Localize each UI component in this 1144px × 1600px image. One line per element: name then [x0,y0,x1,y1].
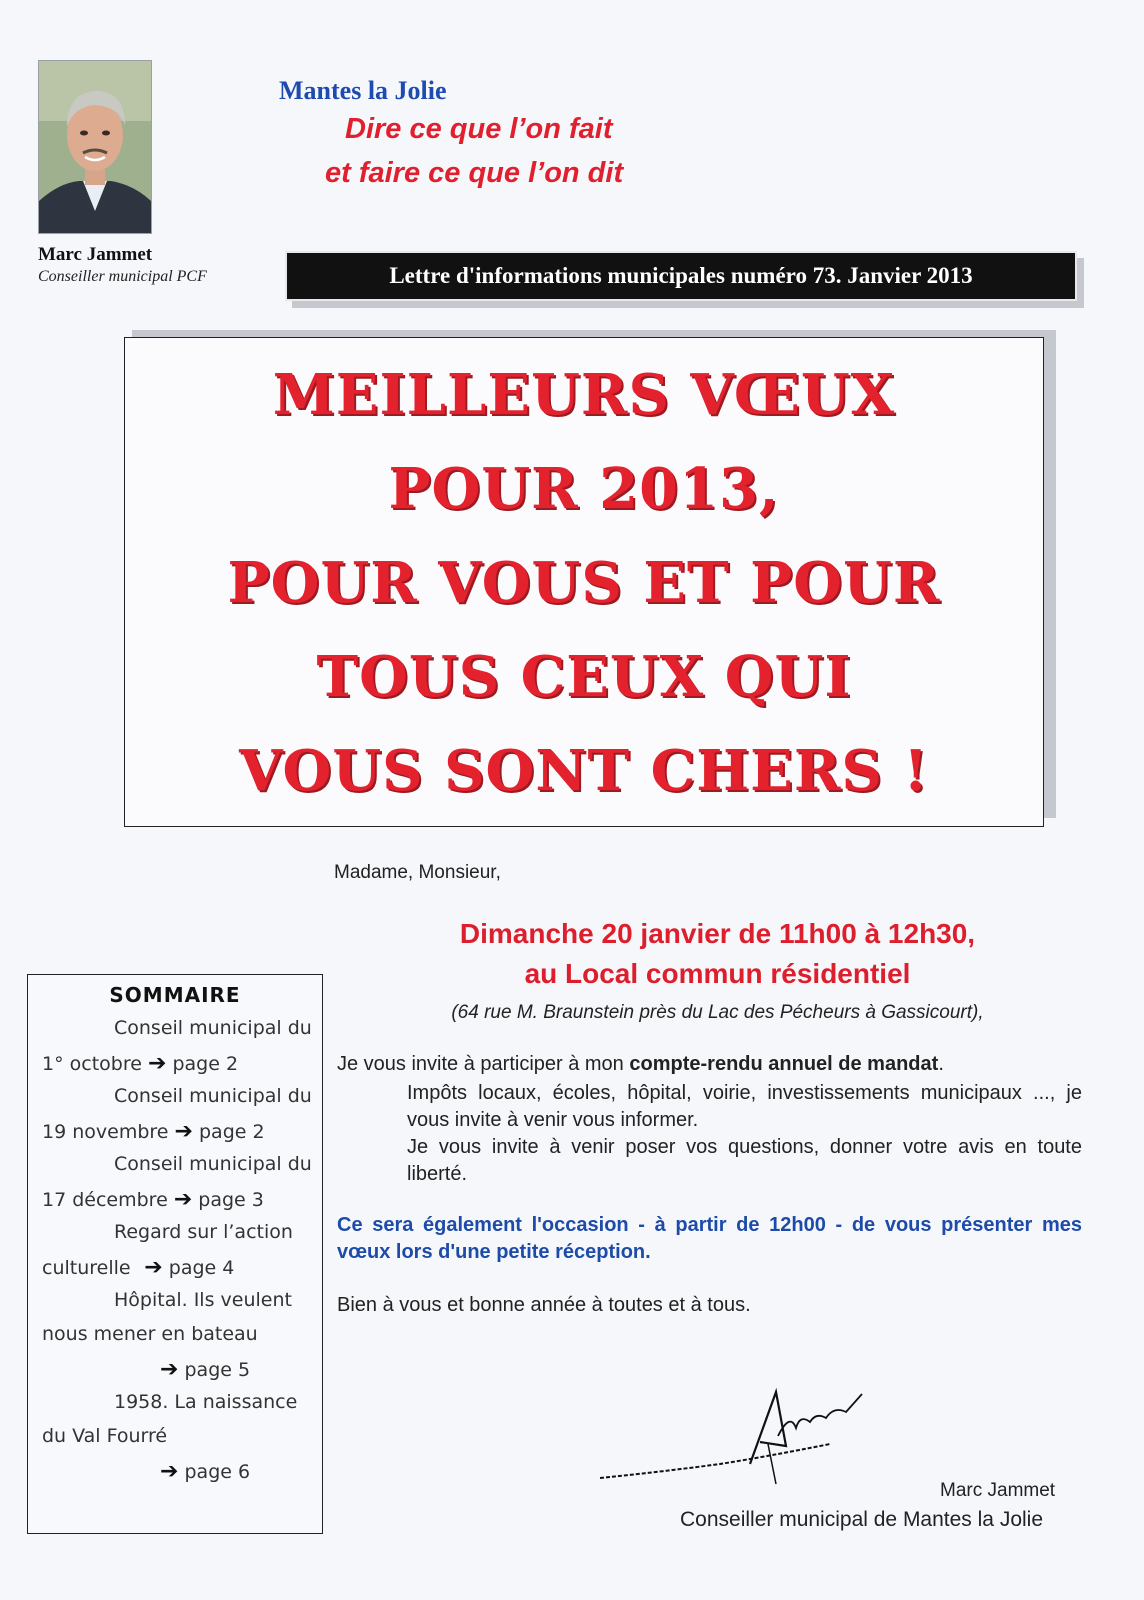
toc-item-2-date: 19 novembre [42,1121,169,1143]
invite-suffix: . [938,1053,944,1075]
toc-item-2-line2 [42,1119,265,1144]
closing-line: Bien à vous et bonne année à toutes et à tous. [337,1294,751,1316]
arrow-right-icon: ➔ [174,1119,193,1144]
event-address: (64 rue M. Braunstein près du Lac des Pécheurs à Gassicourt), [451,1002,984,1023]
signature-name: Marc Jammet [940,1480,1056,1501]
arrow-right-icon: ➔ [160,1357,179,1382]
questions-paragraph: Je vous invite à venir poser vos questions, donner votre avis en toute liberté. [407,1136,1082,1185]
toc-item-1-page: page 2 [172,1053,239,1075]
author-name: Marc Jammet [38,244,153,265]
slogan-line-2: et faire ce que l’on dit [325,157,624,189]
toc-item-4-label: culturelle [42,1257,131,1279]
invite-paragraph [337,1053,944,1076]
event-place: au Local commun résidentiel [524,958,911,989]
toc-item-6-line2: du Val Fourré [42,1425,168,1447]
topics-paragraph: Impôts locaux, écoles, hôpital, voirie, investissements municipaux ..., je vous invite à venir vous informer. [407,1082,1082,1131]
toc-item-6-line1: 1958. La naissance [114,1391,298,1413]
arrow-right-icon: ➔ [173,1187,193,1212]
event-date: Dimanche 20 janvier de 11h00 à 12h30, [459,918,976,949]
toc-item-6-page-line [160,1459,250,1484]
toc-item-1-line2 [42,1051,238,1076]
wishes-line-2: POUR 2013, [388,456,780,522]
toc-item-2-line1: Conseil municipal du [114,1085,312,1107]
toc-item-2-page: page 2 [199,1121,265,1143]
newsletter-title: Lettre d'informations municipales numéro 73. Janvier 2013 [389,263,973,288]
toc-item-5-line1: Hôpital. Ils veulent [114,1289,292,1311]
toc-item-6-page: page 6 [184,1461,251,1483]
toc-title: SOMMAIRE [109,983,241,1007]
newsletter-banner [285,251,1077,301]
author-role: Conseiller municipal PCF [38,268,207,285]
wishes-line-4: TOUS CEUX QUI [316,644,852,710]
toc-item-3-page: page 3 [198,1189,264,1211]
toc-item-3-line2 [42,1187,264,1212]
arrow-right-icon: ➔ [147,1051,167,1076]
signature-role: Conseiller municipal de Mantes la Jolie [680,1508,1044,1531]
wishes-box [124,337,1044,827]
handwritten-signature [600,1384,900,1504]
author-photo [38,60,152,234]
wishes-line-3: POUR VOUS ET POUR [227,550,941,616]
toc-item-4-page: page 4 [168,1257,235,1279]
toc-item-1-line1: Conseil municipal du [114,1017,312,1039]
city-name: Mantes la Jolie [279,76,447,105]
toc-item-1-date: 1° octobre [42,1053,142,1075]
toc-item-5-page-line [160,1357,250,1382]
toc-item-3-date: 17 décembre [42,1189,168,1211]
toc-item-5-page: page 5 [184,1359,251,1381]
table-of-contents [27,974,323,1534]
slogan-line-1: Dire ce que l’on fait [345,113,613,145]
greeting: Madame, Monsieur, [334,862,501,883]
reception-paragraph: Ce sera également l'occasion - à partir de 12h00 - de vous présenter mes vœux lors d'une petite réception. [337,1214,1082,1263]
invite-bold: compte-rendu annuel de mandat [629,1053,939,1075]
toc-item-4-line2 [42,1255,234,1280]
wishes-line-1: MEILLEURS VŒUX [272,362,896,428]
arrow-right-icon: ➔ [136,1255,163,1280]
toc-item-3-line1: Conseil municipal du [114,1153,312,1175]
toc-item-4-line1: Regard sur l’action [114,1221,293,1243]
wishes-line-5: VOUS SONT CHERS ! [239,738,929,804]
invite-prefix: Je vous invite à participer à mon [337,1053,630,1075]
toc-item-5-line2: nous mener en bateau [42,1323,258,1345]
arrow-right-icon: ➔ [160,1459,179,1484]
portrait-image [39,61,151,233]
